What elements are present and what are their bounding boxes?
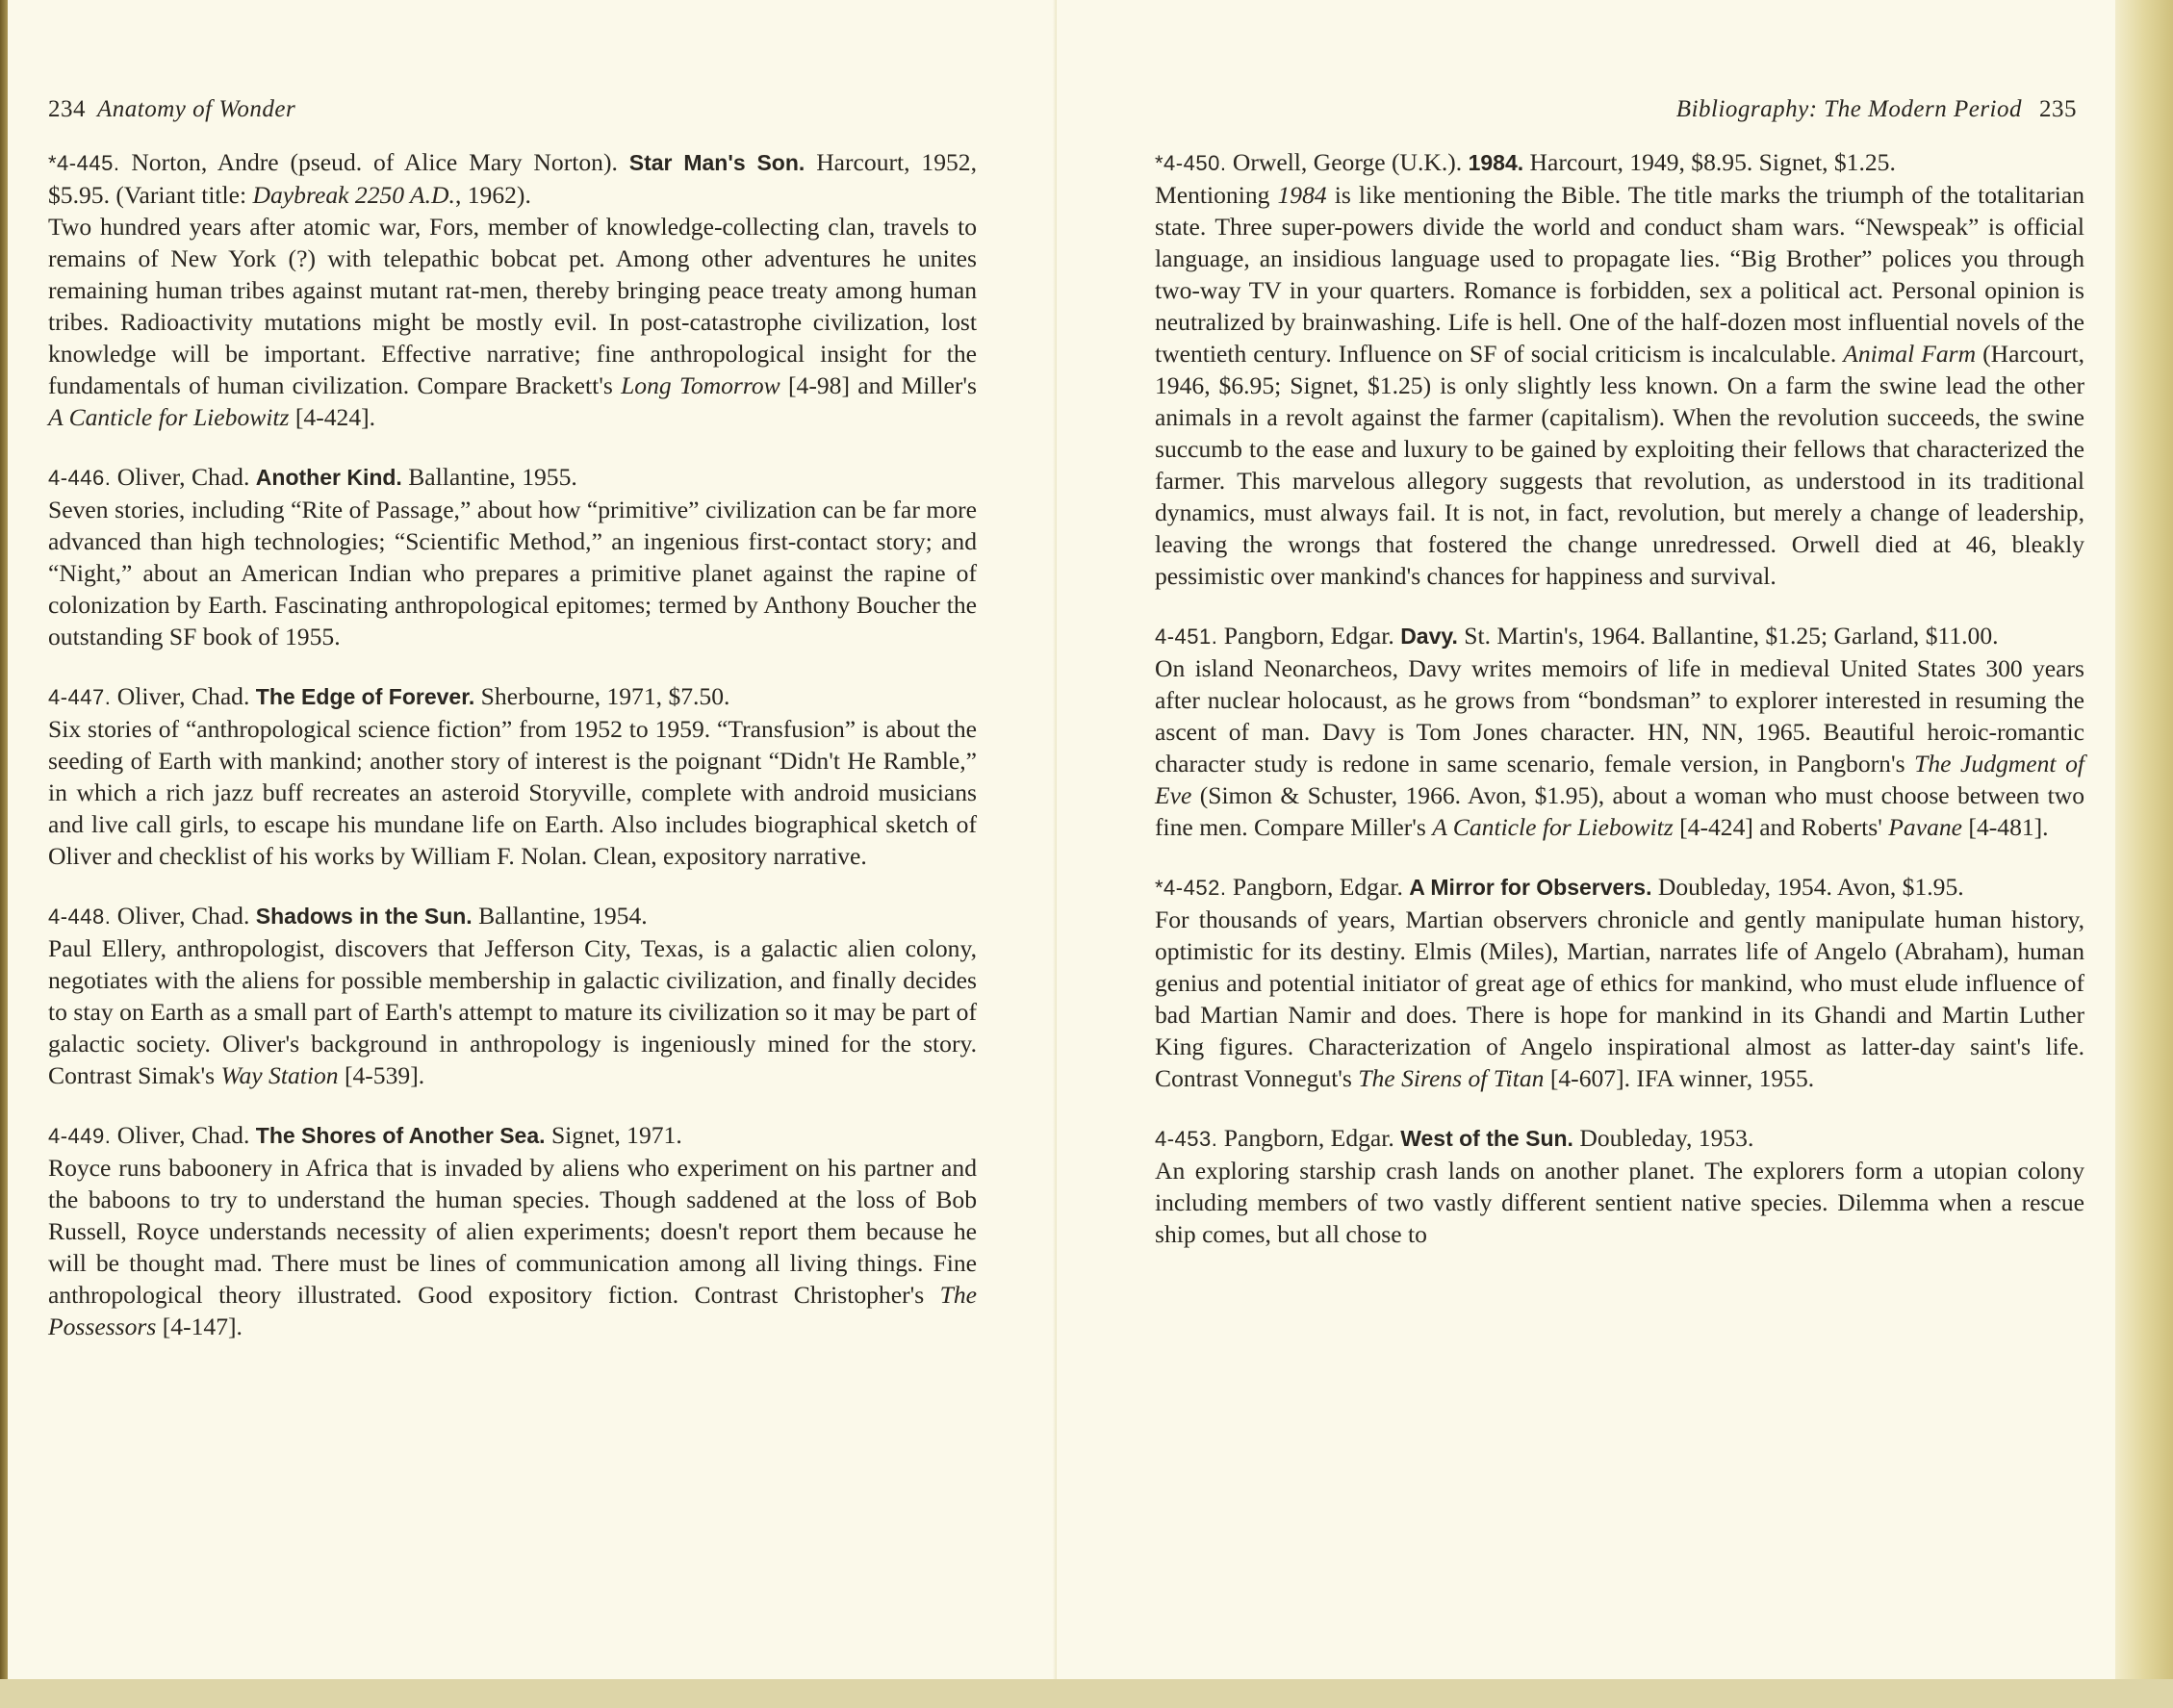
book-edge-right [2115, 0, 2173, 1708]
entry-author: Orwell, George (U.K.). [1226, 148, 1469, 176]
entry-4-451 [1155, 620, 2084, 843]
entry-publication: Sherbourne, 1971, $7.50. [474, 682, 730, 710]
entry-publication: Harcourt, 1949, $8.95. Signet, $1.25. [1523, 148, 1896, 176]
entry-publication: Harcourt, 1952, $5.95. (Variant title: [48, 148, 977, 209]
entry-annotation: Two hundred years after atomic war, Fors, member of knowledge-collecting clan, travels to remains of New York (?) with telepathic bobcat pet. Among other adventures he unites remaining human tribes against mutant rat-men, thereby bringing peace treaty among human tribes. Radioactivity mutations might be mostly evil. In post-catastrophe civilization, lost knowledge will be important. Effective narrative; fine anthropological insight for the fundamentals of human civilization. Compare Brackett's [48, 213, 977, 399]
entry-publication: Doubleday, 1953. [1572, 1124, 1754, 1152]
entry-annotation: An exploring starship crash lands on another planet. The explorers form a utopian colony including members of two vastly different sentient native species. Dilemma when a rescue ship comes, but all chose to [1155, 1157, 2084, 1248]
entry-annotation: Royce runs baboonery in Africa that is invaded by aliens who experiment on his partner and the baboons to try to understand the human species. Though saddened at the loss of Bob Russell, Royce understands necessity of alien experiments; doesn't report them because he will be thought mad. There must be lines of communication among all living things. Fine anthropological theory illustrated. Good expository fiction. Contrast Christopher's [48, 1154, 977, 1309]
reference-text: (Harcourt, 1946, $6.95; Signet, $1.25) is only slightly less known. On a farm the swine lead the other animals in a revolt against the farmer (capitalism). When the revolution succeeds, the swine succumb to the ease and luxury to be gained by exploiting their fellows that characterized the farmer. This marvelous allegory suggests that revolution, as understood in its traditional dynamics, must always fail. It is not, in fact, revolution, but merely a change of leadership, leaving the wrongs that fostered the change unredressed. Orwell died at 46, bleakly pessimistic over mankind's chances for happiness and survival. [1155, 340, 2084, 590]
entry-author: Pangborn, Edgar. [1217, 1124, 1401, 1152]
entry-publication: Ballantine, 1955. [401, 463, 577, 491]
entry-annotation: For thousands of years, Martian observers chronicle and gently manipulate human history, optimistic for its destiny. Elmis (Miles), Martian, narrates life of Angelo (Abraham), human genius and potential initiator of great age of ethics for mankind, who must elude influence of bad Martian Namir and does. There is hope for mankind in its Ghandi and Martin Luther King figures. Characterization of Angelo inspirational almost as latter-day saint's life. Contrast Vonnegut's [1155, 905, 2084, 1092]
entry-publication: Ballantine, 1954. [472, 902, 648, 930]
page-bottom-edge [0, 1679, 2173, 1708]
reference-text: (Simon & Schuster, 1966. Avon, $1.95), about a woman who must choose between two fine men. Compare Miller's [1155, 781, 2084, 841]
entry-title: Another Kind. [255, 465, 402, 490]
entry-text [1155, 146, 2084, 592]
entry-annotation: Seven stories, including “Rite of Passage,” about how “primitive” civilization can be far more advanced than high technologies; “Scientific Method,” an ingenious first-contact story; and “Night,” about an American Indian who prepares a primitive planet against the rapine of colonization by Earth. Fascinating anthropological epitomes; termed by Anthony Boucher the outstanding SF book of 1955. [48, 496, 977, 650]
reference-title: Animal Farm [1843, 340, 1977, 368]
entry-author: Oliver, Chad. [111, 682, 256, 710]
entry-number: 4-448. [48, 905, 112, 929]
entry-title: Davy. [1400, 624, 1458, 649]
entry-number: 4-447. [48, 685, 112, 709]
entry-4-450 [1155, 146, 2084, 592]
reference-title: The Possessors [48, 1281, 977, 1340]
right-page [1057, 0, 2115, 1679]
page-number-left: 234 [48, 96, 86, 122]
entry-author: Oliver, Chad. [111, 463, 256, 491]
entry-4-445 [48, 146, 977, 433]
entry-4-449 [48, 1119, 977, 1342]
entry-publication: St. Martin's, 1964. Ballantine, $1.25; Garland, $11.00. [1457, 622, 1999, 650]
entry-title: Shadows in the Sun. [255, 904, 473, 929]
reference-text: [4-147]. [156, 1313, 243, 1340]
entry-number: 4-449. [48, 1124, 112, 1148]
reference-title-2: A Canticle for Liebowitz [1432, 813, 1674, 841]
entry-text [48, 900, 977, 1091]
entry-text [48, 680, 977, 872]
reference-title: The Judgment of Eve [1155, 750, 2084, 809]
entry-publication: Signet, 1971. [545, 1121, 682, 1149]
variant-title: Daybreak 2250 A.D. [252, 181, 455, 209]
entry-number: 4-446. [48, 466, 112, 490]
reference-title-2: A Canticle for Liebowitz [48, 403, 290, 431]
entry-annotation: Six stories of “anthropological science fiction” from 1952 to 1959. “Transfusion” is about the seeding of Earth with mankind; another story of interest is the poignant “Didn't He Ramble,” in which a rich jazz buff recreates an asteroid Storyville, complete with android musicians and live call girls, to escape his mundane life on Earth. Also includes biographical sketch of Oliver and checklist of his works by William F. Nolan. Clean, expository narrative. [48, 715, 977, 870]
entry-number: 4-453. [1155, 1127, 1218, 1151]
entry-author: Pangborn, Edgar. [1217, 622, 1401, 650]
entry-publication: Doubleday, 1954. Avon, $1.95. [1651, 873, 1964, 901]
entry-text [1155, 871, 2084, 1094]
reference-title: Way Station [220, 1061, 339, 1089]
reference-title: The Sirens of Titan [1358, 1064, 1545, 1092]
entry-4-448 [48, 900, 977, 1091]
reference-text: [4-98] and Miller's [780, 371, 977, 399]
entry-title: The Edge of Forever. [255, 684, 475, 709]
entry-annotation: is like mentioning the Bible. The title marks the triumph of the totalitarian state. Three super-powers divide the world and conduct sham wars. “Newspeak” is official language, an insidious language used to propagate lies. “Big Brother” polices you through two-way TV in your quarters. Romance is forbidden, sex a political act. Personal opinion is neutralized by brainwashing. Life is hell. One of the half-dozen most influential novels of the twentieth century. Influence on SF of social criticism is incalculable. [1155, 181, 2084, 368]
entry-4-446 [48, 461, 977, 652]
running-title-left: Anatomy of Wonder [97, 96, 296, 122]
entry-annotation: Paul Ellery, anthropologist, discovers that Jefferson City, Texas, is a galactic alien colony, negotiates with the aliens for possible membership in galactic civilization, and finally decides to stay on Earth as a small part of Earth's attempt to mature its civilization so it may be part of galactic society. Oliver's background in anthropology is ingeniously mined for the story. Contrast Simak's [48, 934, 977, 1089]
left-page [8, 0, 1057, 1679]
reference-text-2: [4-424]. [289, 403, 376, 431]
running-title-right: Bibliography: The Modern Period [1675, 96, 2022, 122]
reference-title: Long Tomorrow [621, 371, 780, 399]
entry-annotation: On island Neonarcheos, Davy writes memoirs of life in medieval United States 300 years after nuclear holocaust, as he grows from “bondsman” to explorer interested in resuming the ascent of man. Davy is Tom Jones character. HN, NN, 1965. Beautiful heroic-romantic character study is redone in same scenario, female version, in Pangborn's [1155, 654, 2084, 778]
entry-author: Norton, Andre (pseud. of Alice Mary Norton). [119, 148, 629, 176]
running-head-left [48, 96, 295, 123]
entry-number: 4-451. [1155, 625, 1218, 649]
entry-text [1155, 620, 2084, 843]
page-number-right: 235 [2039, 96, 2077, 122]
running-head-right [1676, 96, 2077, 123]
entry-title: The Shores of Another Sea. [255, 1123, 546, 1148]
entry-text [48, 146, 977, 433]
entry-author: Oliver, Chad. [111, 902, 256, 930]
entry-title: A Mirror for Observers. [1409, 875, 1652, 900]
entry-4-452 [1155, 871, 2084, 1094]
entry-title: Star Man's Son. [628, 150, 805, 175]
left-column [48, 146, 977, 1370]
entry-title: 1984. [1468, 150, 1524, 175]
entry-text [1155, 1122, 2084, 1250]
reference-text: [4-539]. [338, 1061, 425, 1089]
reference-text: [4-607]. IFA winner, 1955. [1544, 1064, 1815, 1092]
entry-author: Pangborn, Edgar. [1226, 873, 1410, 901]
reference-title-3: Pavane [1888, 813, 1963, 841]
entry-4-447 [48, 680, 977, 872]
entry-text [48, 461, 977, 652]
entry-number: *4-445. [48, 151, 120, 175]
entry-4-453 [1155, 1122, 2084, 1250]
entry-publication-2: , 1962). [454, 181, 531, 209]
entry-annotation-start: Mentioning [1155, 181, 1278, 209]
reference-text-3: [4-481]. [1962, 813, 2049, 841]
entry-number: *4-452. [1155, 876, 1227, 900]
right-column [1155, 146, 2084, 1278]
entry-number: *4-450. [1155, 151, 1227, 175]
entry-text [48, 1119, 977, 1342]
entry-title: West of the Sun. [1400, 1126, 1573, 1151]
entry-author: Oliver, Chad. [111, 1121, 256, 1149]
entry-annotation-italic: 1984 [1277, 181, 1327, 209]
reference-text-2: [4-424] and Roberts' [1673, 813, 1889, 841]
